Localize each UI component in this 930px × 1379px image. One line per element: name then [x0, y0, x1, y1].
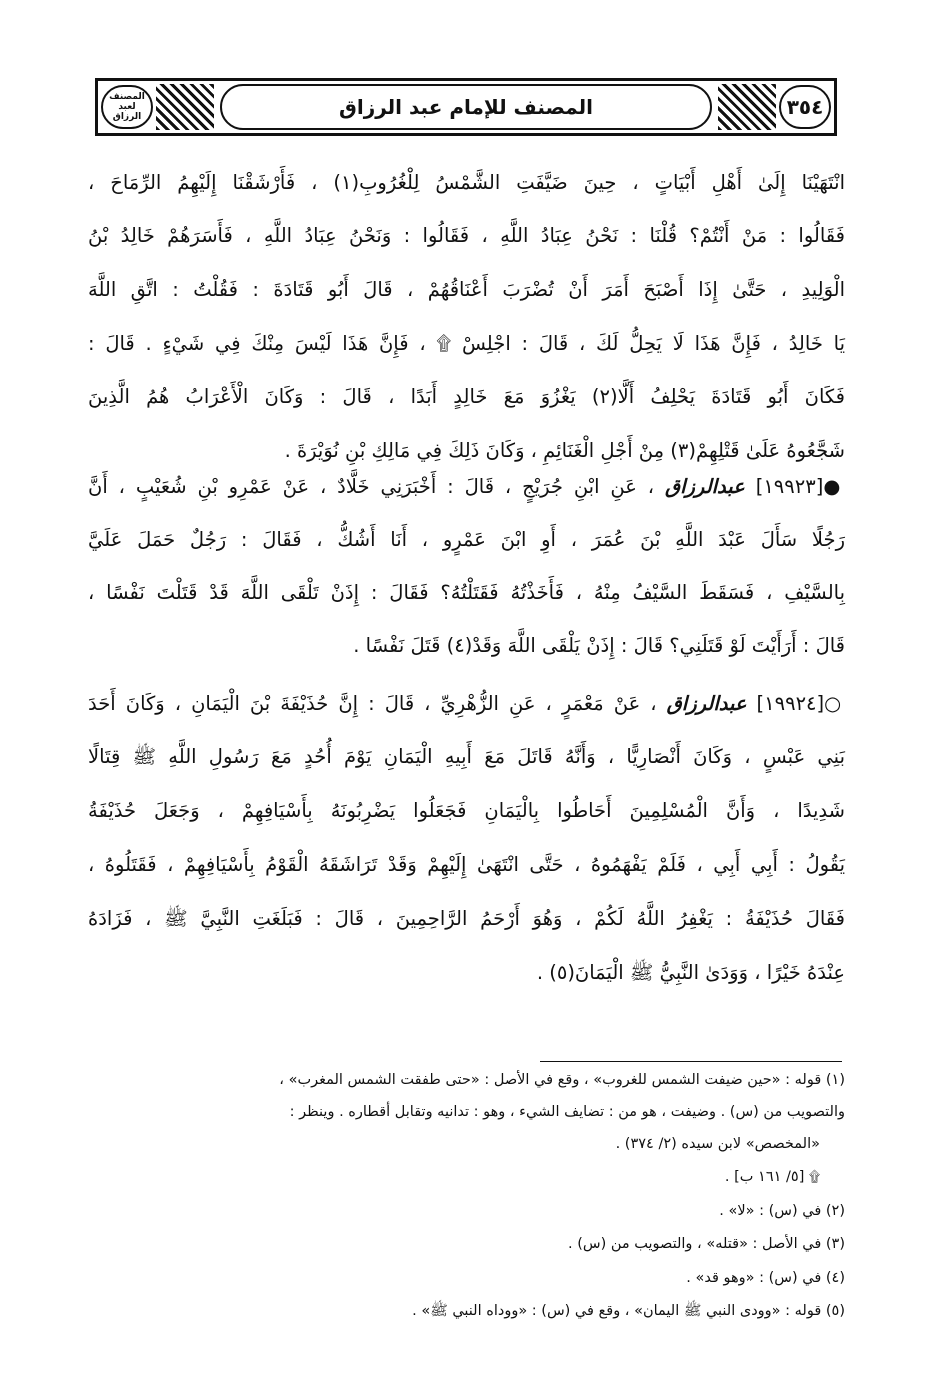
text-line: فَقَالُوا : مَنْ أَنْتُمْ؟ قُلْنَا : نَحْنُ عِبَادُ اللَّهِ ، فَقَالُوا : وَنَحْنُ عِبَادُ اللَّهِ ، فَأَسَرَهُمْ خَالِدُ بْنُ	[88, 224, 845, 247]
page-number-badge	[779, 85, 831, 129]
text-line: قَالَ : أَرَأَيْتَ لَوْ قَتَلَنِي؟ قَالَ : إِذَنْ يَلْقَى اللَّهَ وَقَدْ(٤) قَتَلَ نَفْسًا .	[353, 634, 845, 657]
text-line: شَدِيدًا ، وَأَنَّ الْمُسْلِمِينَ أَحَاطُوا بِالْيَمَانِ فَجَعَلُوا يَضْرِبُونَهُ بِأَسْيَافِهِمْ ، وَجَعَلَ حُذَيْفَةُ	[88, 799, 845, 822]
footnote-line: (٥) قوله : «وودى النبي ﷺ اليمان» ، وقع في (س) : «ووداه النبي ﷺ» .	[412, 1303, 845, 1319]
header-ornament	[156, 84, 214, 130]
footnote-line: (٤) في (س) : «وهو قد» .	[686, 1270, 845, 1286]
text-line: عِنْدَهُ خَيْرًا ، وَوَدَىٰ النَّبِيُّ ﷺ الْيَمَانَ(٥) .	[536, 961, 845, 984]
title-cartouche	[220, 84, 712, 130]
author-name: عبدالرزاق	[666, 692, 747, 715]
text-line: شَجَّعُوهُ عَلَىٰ قَتْلِهِمْ(٣) مِنْ أَجْلِ الْغَنَائِمِ ، وَكَانَ ذَلِكَ فِي مَالِكِ بْنِ نُوَيْرَةَ .	[284, 439, 845, 462]
footnote-line: (٣) في الأصل : «قتله» ، والتصويب من (س) .	[568, 1236, 845, 1252]
text-span: ، عَنِ ابْنِ جُرَيْجٍ ، قَالَ : أَخْبَرَنِي خَلَّادٌ ، عَنْ عَمْرِو بْنِ شُعَيْبٍ ، أَنَّ	[88, 475, 655, 498]
text-line: يَقُولُ : أَبِي أَبِي ، فَلَمْ يَفْهَمُوهُ ، حَتَّى انْتَهَىٰ إِلَيْهِمْ وَقَدْ تَرَاشَقَهُ الْقَوْمُ بِأَسْيَافِهِمْ ، فَقَتَلُوهُ ،	[88, 853, 845, 876]
text-line: رَجُلًا سَأَلَ عَبْدَ اللَّهِ بْنَ عُمَرَ ، أَوِ ابْنَ عَمْرٍو ، أَنَا أَشُكُّ ، فَقَالَ : رَجُلٌ حَمَلَ عَلَيَّ	[88, 528, 845, 551]
text-line	[88, 472, 845, 502]
circle-marker: ○	[824, 692, 846, 715]
footnote-line: (٢) في (س) : «لا» .	[719, 1203, 845, 1219]
author-name: عبدالرزاق	[664, 475, 745, 498]
book-logo	[101, 85, 153, 129]
bullet-marker: ●	[823, 475, 846, 498]
footnote-separator	[540, 1061, 842, 1062]
hadith-number: [١٩٩٢٣]	[755, 475, 824, 498]
text-span: ، عَنْ مَعْمَرٍ ، عَنِ الزُّهْرِيِّ ، قَالَ : إِنَّ حُذَيْفَةَ بْنَ الْيَمَانِ ، وَكَانَ أَحَدَ	[88, 692, 657, 715]
page-number: ٣٥٤	[786, 95, 824, 119]
text-line: انْتَهَيْنَا إِلَىٰ أَهْلِ أَبْيَاتٍ ، حِينَ ضَيَّفَتِ الشَّمْسُ لِلْغُرُوبِ(١) ، فَأَرْشَقْنَا إِلَيْهِمُ الرِّمَاحَ ،	[88, 171, 845, 194]
hadith-number: [١٩٩٢٤]	[756, 692, 825, 715]
text-line: يَا خَالِدُ ، فَإِنَّ هَذَا لَا يَحِلُّ لَكَ ، قَالَ : اجْلِسْ ۩ ، فَإِنَّ هَذَا لَيْسَ مِنْكَ فِي شَيْءٍ . قَالَ :	[88, 332, 845, 355]
header-ornament	[718, 84, 776, 130]
footnote-line: ۩ [٥/ ١٦١ ب] .	[724, 1169, 820, 1185]
text-line: الْوَلِيدِ ، حَتَّىٰ إِذَا أَصْبَحَ أَمَرَ أَنْ تُضْرَبَ أَعْنَاقُهُمْ ، قَالَ أَبُو قَتَادَةَ : فَقُلْتُ : اتَّقِ اللَّهَ	[88, 278, 845, 301]
text-line: بِالسَّيْفِ ، فَسَقَطَ السَّيْفُ مِنْهُ ، فَأَخَذْتُهُ فَقَتَلْتُهُ؟ فَقَالَ : إِذَنْ تَلْقَى اللَّهَ قَدْ قَتَلْتَ نَفْسًا ،	[88, 581, 845, 604]
text-line: فَكَانَ أَبُو قَتَادَةَ يَحْلِفُ أَلَّا(٢) يَغْزُوَ مَعَ خَالِدٍ أَبَدًا ، قَالَ : وَكَانَ الْأَعْرَابُ هُمُ الَّذِينَ	[88, 385, 845, 408]
footnote-line: (١) قوله : «حين ضيفت الشمس للغروب» ، وقع في الأصل : «حتى طفقت الشمس المغرب» ،	[279, 1072, 845, 1088]
text-line: فَقَالَ حُذَيْفَةُ : يَغْفِرُ اللَّهُ لَكُمْ ، وَهُوَ أَرْحَمُ الرَّاحِمِينَ ، قَالَ : فَبَلَغَتِ النَّبِيَّ ﷺ ، فَزَادَهُ	[88, 907, 845, 930]
footnote-line: «المخصص» لابن سيده (٢/ ٣٧٤) .	[615, 1136, 820, 1152]
logo-text: المصنف لعبد الرزاق	[109, 92, 145, 122]
footnote-line: والتصويب من (س) . وضيفت ، هو من : تضايف الشيء ، وهو : تدانيه وتقابل أقطاره . وينظر :	[289, 1104, 845, 1120]
text-line	[88, 689, 845, 719]
text-line: بَنِي عَبْسٍ ، وَكَانَ أَنْصَارِيًّا ، وَأَنَّهُ قَاتَلَ مَعَ أَبِيهِ الْيَمَانِ يَوْمَ أُحُدٍ مَعَ رَسُولِ اللَّهِ ﷺ قِتَالًا	[88, 745, 845, 768]
page-header	[95, 78, 837, 136]
running-title: المصنف للإمام عبد الرزاق	[338, 95, 594, 119]
